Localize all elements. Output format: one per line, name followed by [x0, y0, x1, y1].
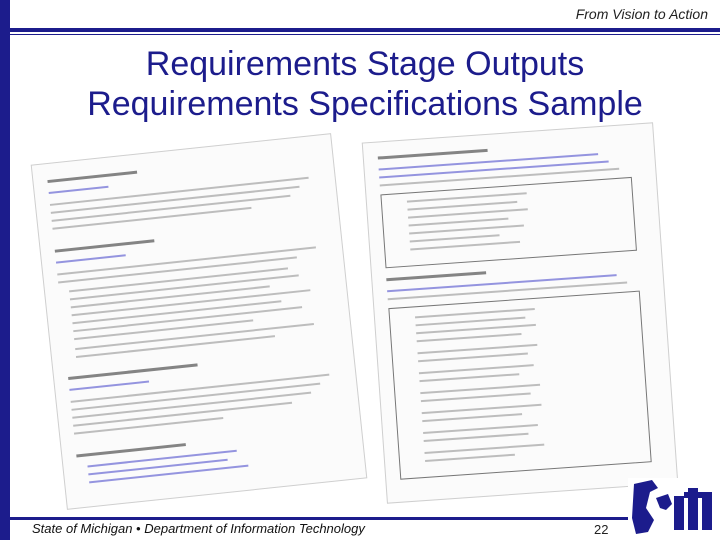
title-line-2: Requirements Specifications Sample	[87, 85, 643, 123]
title-line-1: Requirements Stage Outputs	[145, 45, 585, 83]
sample-document-page-right	[362, 122, 679, 503]
michigan-dit-logo-icon	[628, 478, 718, 538]
footer-organization: State of Michigan • Department of Information Technology	[32, 521, 365, 536]
footer-rule	[0, 517, 640, 520]
top-rule-thin	[0, 34, 720, 35]
page-number: 22	[594, 522, 609, 537]
sample-document-page-left	[31, 133, 368, 510]
left-accent-bar	[0, 0, 10, 540]
header-tagline: From Vision to Action	[575, 6, 708, 22]
slide-title	[20, 44, 710, 124]
top-rule	[0, 28, 720, 32]
